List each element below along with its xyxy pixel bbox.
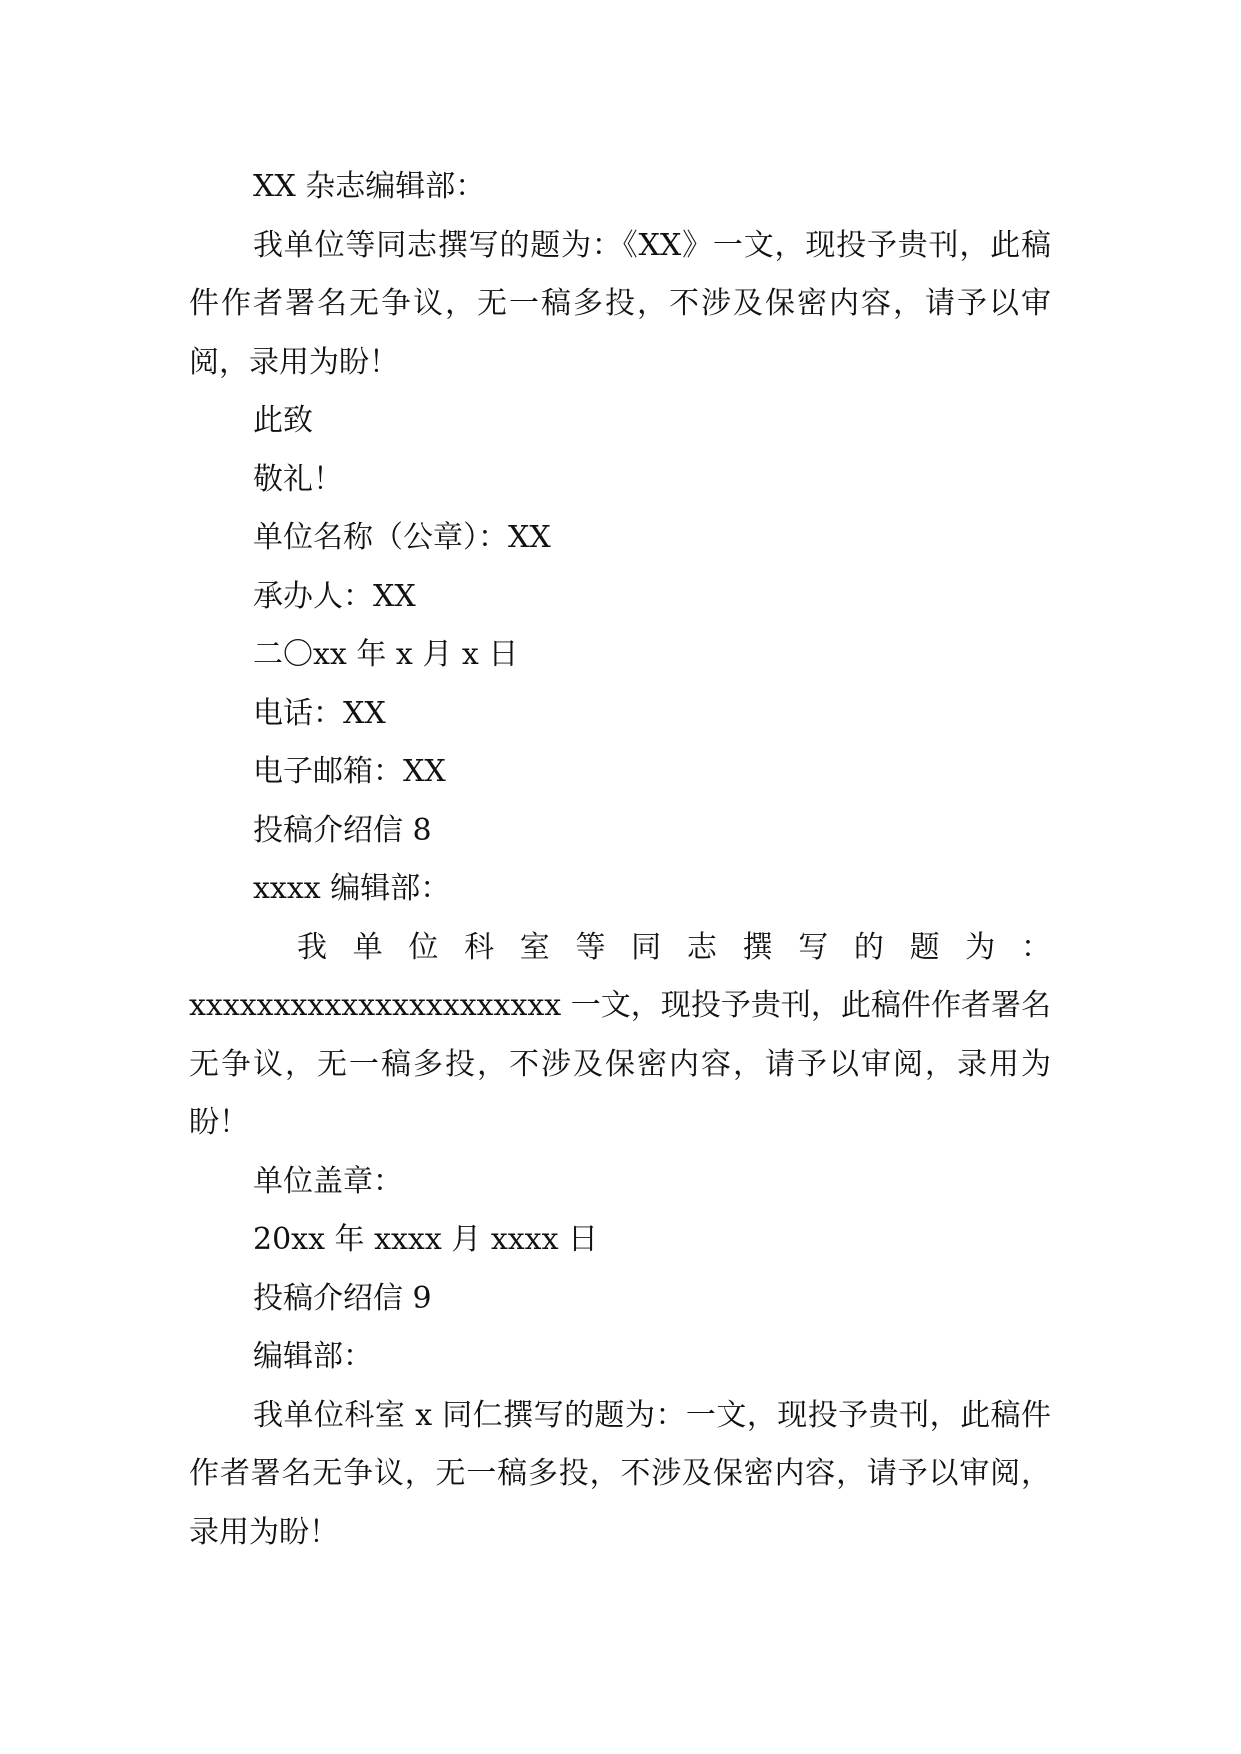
letter1-date: 二〇xx 年 x 月 x 日 (253, 637, 519, 672)
document-page (189, 158, 1051, 1562)
letter2-body-rest: xxxxxxxxxxxxxxxxxxxxxx 一文，现投予贵刊，此稿件作者署名无争议，无一稿多投，不涉及保密内容，请予以审阅，录用为盼！ (189, 988, 1051, 1140)
letter2-body (189, 919, 1051, 1153)
letter2-body-char: 我 (297, 929, 327, 965)
letter1-closing-2: 敬礼！ (253, 461, 343, 497)
letter2-body-char: 同 (631, 929, 662, 965)
letter2-body-char: 的 (853, 929, 884, 965)
letter3-body: 我单位科室 x 同仁撰写的题为：一文，现投予贵刊，此稿件作者署名无争议，无一稿多投，不涉及保密内容，请予以审阅，录用为盼！ (189, 1397, 1051, 1550)
letter2-body-char: 室 (519, 929, 550, 965)
letter1-unit-name: 单位名称（公章）：XX (253, 520, 551, 555)
letter2-body-first-line (189, 919, 1051, 978)
letter2-date: 20xx 年 xxxx 月 xxxx 日 (253, 1222, 599, 1257)
letter2-body-char: 科 (464, 929, 495, 965)
letter2-body-char: 单 (352, 929, 383, 965)
letter2-body-char: 志 (686, 929, 717, 965)
letter2-body-char: 写 (798, 929, 829, 965)
letter2-body-char: 位 (408, 929, 439, 965)
letter2-body-char: 为 (965, 929, 996, 965)
letter1-closing-1: 此致 (253, 403, 313, 438)
letter1-handler: 承办人：XX (253, 578, 416, 614)
letter2-body-char: 题 (909, 929, 940, 965)
letter2-seal: 单位盖章： (253, 1163, 403, 1199)
letter3-heading: 投稿介绍信 9 (253, 1280, 432, 1316)
letter1-email: 电子邮箱：XX (253, 754, 446, 789)
letter2-body-char: ： (1020, 929, 1051, 965)
letter1-salutation: XX 杂志编辑部： (253, 169, 486, 204)
letter1-phone: 电话：XX (253, 695, 386, 731)
letter2-heading: 投稿介绍信 8 (253, 812, 432, 848)
letter2-body-char: 撰 (742, 929, 773, 965)
letter2-body-char: 等 (575, 929, 606, 965)
letter3-salutation: 编辑部： (253, 1339, 373, 1374)
letter2-salutation: xxxx 编辑部： (253, 871, 451, 906)
letter1-body: 我单位等同志撰写的题为：《XX》一文，现投予贵刊，此稿件作者署名无争议，无一稿多投，不涉及保密内容，请予以审阅，录用为盼！ (189, 227, 1051, 380)
